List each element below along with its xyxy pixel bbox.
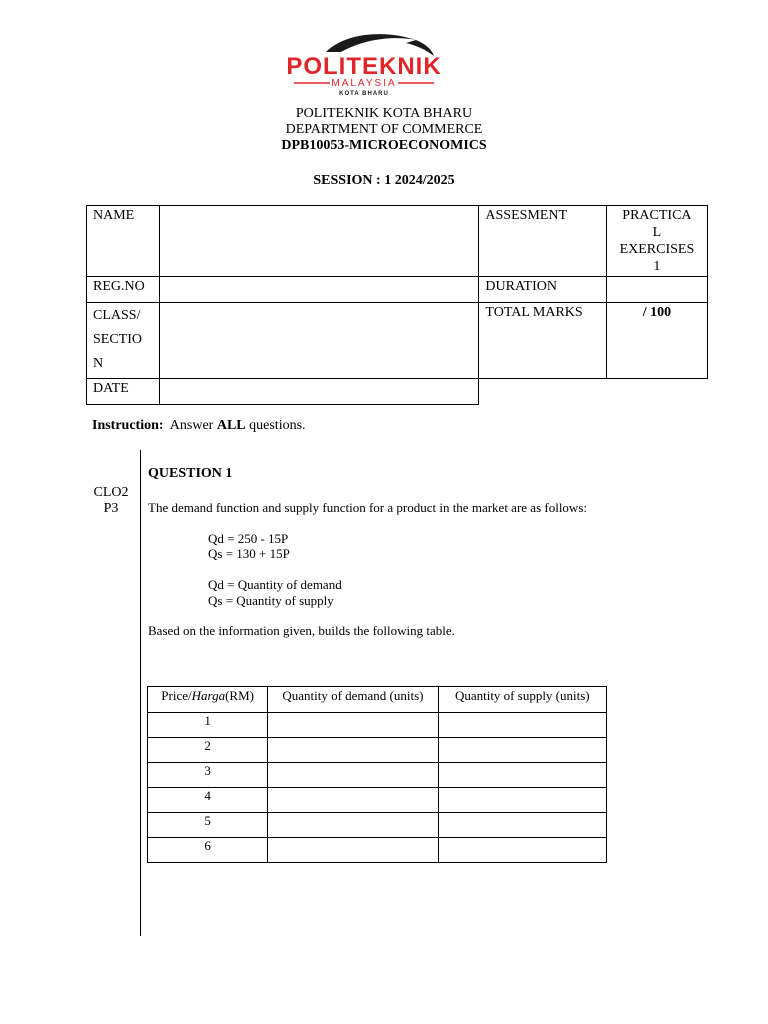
student-info-table: [86, 205, 708, 405]
clo-code: CLO2: [93, 485, 129, 500]
logo-brand-text: POLITEKNIK: [286, 53, 442, 80]
course-code: DPB10053-MICROECONOMICS: [281, 138, 487, 153]
assessment-value-line4: 1: [653, 259, 661, 274]
assessment-value-line3: EXERCISES: [619, 242, 695, 257]
logo-graphic: [266, 28, 462, 102]
logo-campus-text: KOTA BHARU: [339, 91, 389, 97]
assessment-value: [606, 206, 707, 277]
demand-cell[interactable]: [268, 738, 438, 763]
empty-cell: [479, 379, 708, 405]
demand-cell[interactable]: [268, 713, 438, 738]
politeknik-logo: [266, 28, 462, 102]
supply-equation: Qs = 130 + 15P: [208, 546, 290, 561]
price-header-suffix: (RM): [225, 688, 254, 703]
table-row: [148, 713, 607, 738]
supply-cell[interactable]: [438, 763, 606, 788]
demand-cell[interactable]: [268, 763, 438, 788]
demand-cell[interactable]: [268, 813, 438, 838]
supply-cell[interactable]: [438, 713, 606, 738]
price-cell: 3: [148, 763, 268, 788]
assessment-value-line2: L: [652, 225, 662, 240]
price-header: [148, 687, 268, 713]
demand-equation: Qd = 250 - 15P: [208, 531, 289, 546]
department-name: DEPARTMENT OF COMMERCE: [285, 122, 483, 137]
table-row: [148, 738, 607, 763]
table-row: [148, 813, 607, 838]
price-header-italic: Harga: [191, 688, 226, 703]
table-row: [148, 838, 607, 863]
name-field[interactable]: [159, 206, 479, 277]
table-row: [148, 788, 607, 813]
total-marks-value: / 100: [606, 303, 707, 379]
instruction-text-after: questions.: [245, 418, 306, 433]
institution-name: POLITEKNIK KOTA BHARU: [295, 106, 473, 121]
question-intro: The demand function and supply function for a product in the market are as follows:: [148, 500, 587, 515]
instruction-line: [92, 418, 306, 434]
class-label-line1: CLASS/: [93, 308, 141, 323]
supply-header: Quantity of supply (units): [438, 687, 606, 713]
session-label: SESSION : 1 2024/2025: [313, 173, 455, 188]
class-label-line3: N: [93, 356, 104, 371]
table-row: [148, 763, 607, 788]
supply-definition: Qs = Quantity of supply: [208, 593, 334, 608]
duration-field[interactable]: [606, 277, 707, 303]
logo-country-text: MALAYSIA: [331, 78, 397, 89]
class-label-line2: SECTIO: [93, 332, 142, 347]
assessment-label: ASSESMENT: [479, 206, 606, 277]
margin-divider: [140, 450, 141, 936]
instruction-text-before: Answer: [169, 418, 217, 433]
clo-level: P3: [103, 501, 119, 516]
instruction-text-bold: ALL: [216, 418, 246, 433]
price-cell: 4: [148, 788, 268, 813]
class-section-field[interactable]: [159, 303, 479, 379]
price-cell: 5: [148, 813, 268, 838]
regno-label: REG.NO: [87, 277, 160, 303]
demand-cell[interactable]: [268, 838, 438, 863]
price-cell: 2: [148, 738, 268, 763]
price-header-prefix: Price/: [161, 688, 192, 703]
name-label: NAME: [87, 206, 160, 277]
supply-cell[interactable]: [438, 813, 606, 838]
supply-cell[interactable]: [438, 738, 606, 763]
duration-label: DURATION: [479, 277, 606, 303]
demand-definition: Qd = Quantity of demand: [208, 577, 342, 592]
date-label: DATE: [87, 379, 160, 405]
assessment-value-line1: PRACTICA: [622, 208, 692, 223]
clo-tag: [86, 485, 136, 517]
question-instruction: Based on the information given, builds the following table.: [148, 623, 455, 638]
demand-header: Quantity of demand (units): [268, 687, 438, 713]
supply-cell[interactable]: [438, 788, 606, 813]
class-section-label: [87, 303, 160, 379]
price-cell: 1: [148, 713, 268, 738]
price-cell: 6: [148, 838, 268, 863]
regno-field[interactable]: [159, 277, 479, 303]
demand-cell[interactable]: [268, 788, 438, 813]
supply-cell[interactable]: [438, 838, 606, 863]
date-field[interactable]: [159, 379, 479, 405]
demand-supply-table: [147, 686, 607, 863]
question-title: QUESTION 1: [148, 466, 233, 481]
instruction-label: Instruction:: [92, 418, 164, 433]
total-marks-label: TOTAL MARKS: [479, 303, 606, 379]
